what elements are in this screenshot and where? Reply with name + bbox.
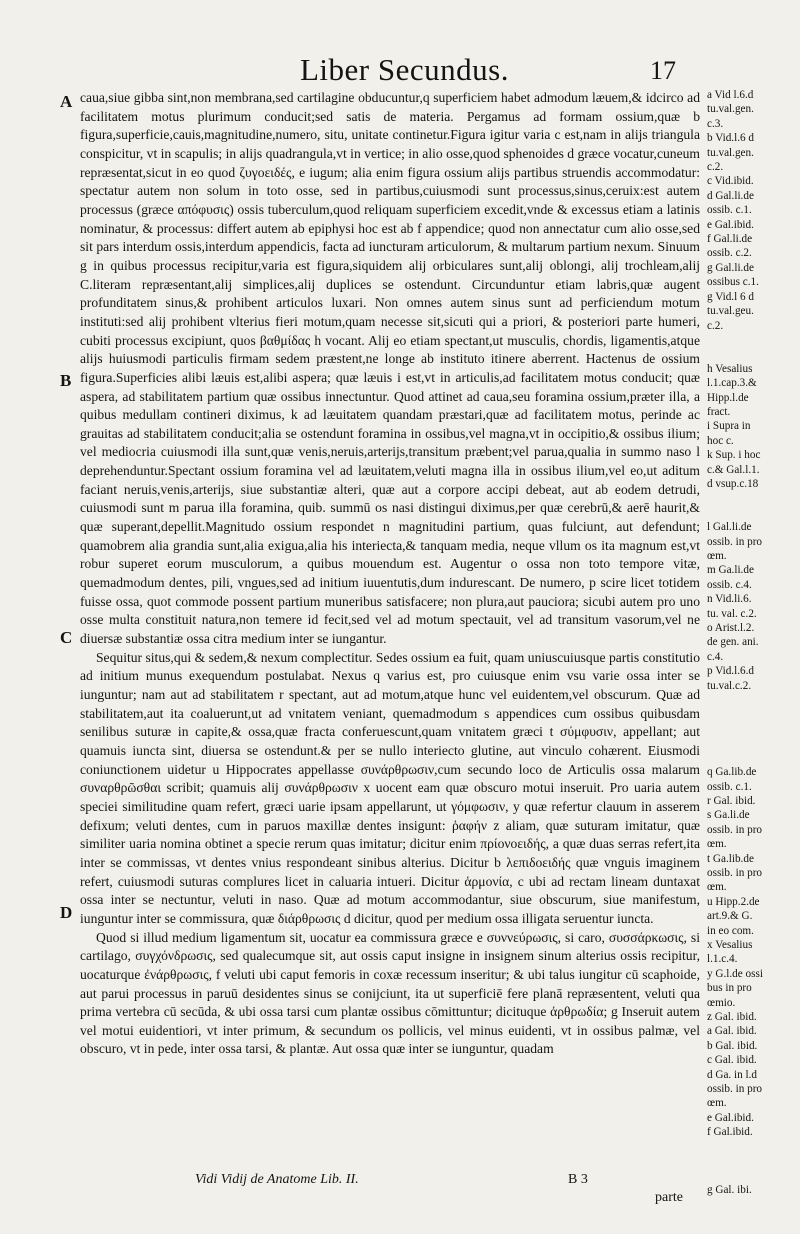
section-marker-b: B bbox=[60, 371, 72, 390]
section-marker-a: A bbox=[60, 92, 73, 111]
signature-mark: B 3 bbox=[568, 1172, 588, 1187]
section-marker-c: C bbox=[60, 628, 73, 647]
margin-notes: a Vid l.6.d tu.val.gen. c.3. b Vid.l.6 d tu.val.gen. c.2. c Vid.ibid. d Gal.li.de ossib. c.1. e Gal.ibid. f Gal.li.de ossib. c.2. g Gal.li.de ossibus c.1. g Vid.l 6 d tu.val.geu. c.2. h Vesalius l.1.cap.3.& Hipp.l.de fract. i Supra in hoc c. k Sup. i hoc c.& Gal.l.1. d vsup.c.18 l Gal.li.de ossib. in pro œm. m Ga.li.de ossib. c.4. n Vid.li.6. tu. val. c.2. o Arist.l.2. de gen. ani. c.4. p Vid.l.6.d tu.val.c.2. q Ga.lib.de ossib. c.1. r Gal. ibid. s Ga.li.de ossib. in pro œm. t Ga.lib.de ossib. in pro œm. u Hipp.2.de art.9.& G. in eo com. x Vesalius l.1.c.4. y G.l.de ossi bus in pro œmio. z Gal. ibid. a Gal. ibid. b Gal. ibid. c Gal. ibid. d Ga. in l.d ossib. in pro œm. e Gal.ibid. f Gal.ibid. g Gal. ibi. bbox=[707, 89, 763, 1196]
main-text bbox=[80, 89, 700, 1059]
running-footer-title: Vidi Vidij de Anatome Lib. II. bbox=[195, 1172, 359, 1187]
paragraph: Sequitur situs,qui & sedem,& nexum complectitur. Sedes ossium ea fuit, quam uniuscuiusque partis constitutio ad initium munus exequendum postulabat. Nexus q varius est, pro cuiusque enim vsu varie ossa inter se iunguntur; nam aut ad stabilitatem r spectant, aut ad motum,atque hunc vel euidentem,vel obscurum. Quæ ad stabilitatem,aut ita coaluerunt,ut ad vnitatem veniant, quemadmodum s appendices cum ossibus quibusdam senilibus suturæ in capite,& ossa,quæ fracta conferuescunt,quam vnitatem græci t σύμφυσιν, appellant; aut quamuis iuncta sint, diuersa se ostendunt.& per se nullo interiecto glutine, aut vinculo cohærent. Eiusmodi coniunctionem uidetur u Hippocrates appellasse συνάρθρωσιν,cum secundo loco de Articulis ossa malarum συναρθρῶσθαι scribit; quamuis alij συνάρθρωσιν x uocent eam quæ obscuro motui inseruit. Pro uaria autem speciei similitudine quam refert, græci uarie ipsam appellarunt, ut γόμφωσιν, y quæ refertur clauum in asserem defixum; veluti dentes, cum in paruos maxillæ dentes insigunt: ῥαφήν z aliam, quæ suturam imitatur, quæ similiter uaria nomina obtinet a specie rerum quas imitatur; dicitur enim πρίονοειδής, a quæ duas serras refert,ita inter se commissas, vt dentes vnius respondeant sinibus alterius. Dicitur b λεπιδοειδής quæ vnguis imaginem refert, cuiusmodi suturas complures licet in caluaria intueri. Dicitur ἁρμονία, c ubi ad rectam lineam duntaxat ossa inter se nectuntur, veluti in naso. Quæ ad motum accommodantur, siue obscurum, siue manifestum, iunguntur inter se commissura, quæ διάρθρωσις d dicitur, quod per medium ossa illigata seruentur iuncta. bbox=[80, 649, 700, 926]
paragraph: caua,siue gibba sint,non membrana,sed cartilagine obducuntur,q superficiem habet admodum læuem,& idcirco ad facilitatem motus plurimum conducit;sed satis de materia. Pergamus ad formam ossium,quæ b figura,superficie,cauis,magnitudine,numero, situ, unitate continetur.Figura igitur varia c est,nam in alijs triangula conspicitur, vt in scapulis; in alijs quadrangula,vt in vertice; in alio osse,quod sphenoides d græce vocatur,cuneum repræsentat,sicut in eo quod ζυγοειδές, e iugum; alia enim figura ossium alijs partibus struendis accommodatur: spectatur autem non solum in toto osse, sed in partibus,cuiusmodi sunt processus,sinus,ceruix:est autem processus (græce απόφυσις) ossis tuberculum,quod reliquam superficiem excedit,vnde & excessus etiam a latinis nominatur, & processus: differt autem ab epiphysi hoc est ab f appendice; quod non annectatur cum alio osse,sed sit pars interdum ossis,interdum appendicis, facta ad iuncturam articulorum, & multarum partium nexum. Sinuum g in quibus processus recipitur,varia est figura,siquidem alij orbiculares sunt,alij oblongi, alij trochleam,alij C.literam repræsentant,alij simplices,alij duplices se ostendunt. Circunduntur etiam labris,quæ augent profunditatem sinus,& prohibent articulos luxari. Non omnes autem sinus sunt ad perficiendum motum instituti:sed alij prohibent vlterius fieri motum,quam necesse sit,sicuti qui a priori, & posteriori parte humeri, cubiti processus excipiunt, quos βαθμίδας h vocant. Alij eo etiam spectant,ut musculis, chordis, ligamentis,atque alijs huiusmodi particulis firmam sedem præstent,ne longe ab instituto itinere aberrent. Hactenus de ossium figura.Superficies alibi læuis est,alibi aspera; quæ læuis i est,vt in articulis,ad facilitatem motus conducit; quæ aspera, ad stabilitatem partium quæ ossibus innectuntur. Quod attinet ad caua,seu foramina ossium,præter illa, a quibus medullam contineri diximus, k ad læuitatem quandam præstari,quæ ad facilitatem motus, perinde ac grauitas ad stabilitatem conducit;alia se ostendunt foramina in ossibus,vel magna,vt in occipitio,& ossibus ilium; vel mediocria cuiusmodi illa sunt,quæ venis,neruis,arterijs,transitum præbent;vel parua,qualia in summo naso l deprehenduntur.Spectant ossium foramina vel ad læuitatem,veluti magna illa in ossibus ilium,vel eo,ut aditum faciant neruis,venis,arterijs, siue substantiæ alteri, quæ aut a corpore accipi debeat, aut ab eodem detrudi, cuiusmodi sunt m parua illa foramina, quib. summū os nasi distingui diximus,per quæ cerebrū,& aerē haurit,& quæ superant,depellit.Magnitudo ossium respondet n magnitudini partium, quas fulciunt, aut defendunt; quamobrem alia grandia sunt,alia exigua,alia his interiecta,& tanquam media, neque vllum os ita magnum est,vt robur superet eorum musculorum, a quibus mouendum est. Augentur o ossa non toto tempore vitæ, quemadmodum dentes, pili, vngues,sed ad initium iuuentutis,dum indurescant. De numero, p scire licet totidem fuisse ossa, quot commode possent partium muneribus satisfacere; non plura,aut pauciora; sicubi autem pro uno osse multa constituit natura,non temere id fecit,sed vel ad motum spectauit, vel ad transitum vasorum,vel ne diuersæ substantiæ ossa citra medium inter se iungantur. bbox=[80, 90, 700, 647]
page-number: 17 bbox=[650, 56, 676, 85]
page-title: Liber Secundus. bbox=[300, 52, 509, 87]
catchword: parte bbox=[655, 1190, 683, 1205]
section-marker-d: D bbox=[60, 903, 73, 922]
paragraph: Quod si illud medium ligamentum sit, uocatur ea commissura græce e συννεύρωσις, si caro, συσσάρκωσις, si cartilago, συγχόνδρωσις, sed qualecumque sit, aut ossis caput insigne in insignem sinum alterius ossis recipitur, uocaturque ἐνάρθρωσις, f veluti ubi caput femoris in coxæ recessum inseritur; & ubi talus iungitur cū scaphoide, aut parui processus in paruū desidentes sinus se conijciunt, ita ut superficiē fere planā repræsentent, veluti qua prima vertebra cū secūda, & ubi ossa tarsi cum plantæ ossibus cōmittuntur; dicituque ἀρθρωδία; g Inseruit autem vel motui euidentiori, vt inter primum, & secundum os pollicis, vel minus euidenti, vt in ossibus palmæ, vel obscuro, vt in pede, inter ossa tarsi, & plantæ. Aut ossa quæ inter se iunguntur, quadam bbox=[80, 929, 700, 1057]
